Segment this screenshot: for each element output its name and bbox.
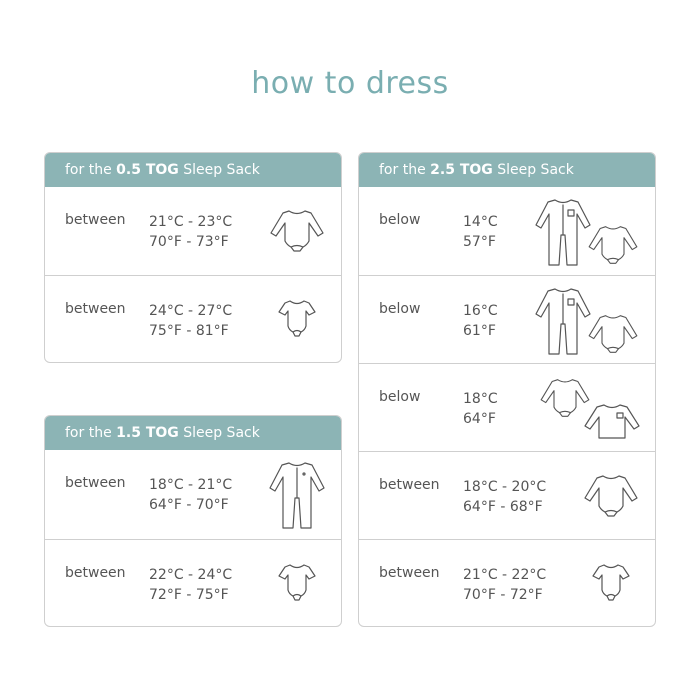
fahrenheit-range: 61°F: [463, 323, 496, 339]
footed-sleeper-icon: [267, 460, 327, 532]
temperature-range: [463, 565, 546, 605]
shortsleeve-bodysuit-icon: [591, 562, 631, 604]
temperature-range: [463, 477, 546, 517]
temperature-range: [149, 475, 232, 515]
celsius-range: 24°C - 27°C: [149, 303, 233, 319]
temperature-range: [463, 389, 498, 429]
footed-sleeper-icon: [533, 286, 593, 358]
fahrenheit-range: 57°F: [463, 234, 496, 250]
table-row: [359, 363, 655, 451]
celsius-range: 18°C - 20°C: [463, 479, 547, 495]
condition-label: between: [65, 301, 126, 317]
condition-label: between: [65, 212, 126, 228]
longsleeve-shirt-icon: [583, 402, 641, 442]
page-title: how to dress: [251, 66, 449, 101]
temperature-range: [463, 301, 498, 341]
condition-label: between: [65, 565, 126, 581]
celsius-range: 16°C: [463, 303, 498, 319]
condition-label: below: [379, 389, 421, 405]
table-row: [45, 539, 341, 627]
card-header: for the 2.5 TOG Sleep Sack: [359, 153, 655, 187]
longsleeve-bodysuit-icon: [583, 472, 639, 520]
condition-label: between: [379, 477, 440, 493]
celsius-range: 21°C - 23°C: [149, 214, 233, 230]
celsius-range: 18°C - 21°C: [149, 477, 233, 493]
table-row: [359, 451, 655, 539]
condition-label: below: [379, 212, 421, 228]
condition-label: below: [379, 301, 421, 317]
shortsleeve-bodysuit-icon: [277, 298, 317, 340]
celsius-range: 21°C - 22°C: [463, 567, 547, 583]
temperature-range: [149, 212, 232, 252]
celsius-range: 18°C: [463, 391, 498, 407]
fahrenheit-range: 64°F: [463, 411, 496, 427]
temperature-range: [149, 301, 232, 341]
longsleeve-bodysuit-icon: [585, 223, 641, 267]
card-0-5-tog: [44, 152, 342, 363]
card-header: for the 0.5 TOG Sleep Sack: [45, 153, 341, 187]
longsleeve-bodysuit-icon: [585, 312, 641, 356]
longsleeve-bodysuit-icon: [269, 207, 325, 255]
card-1-5-tog: [44, 415, 342, 627]
fahrenheit-range: 64°F - 68°F: [463, 499, 543, 515]
condition-label: between: [379, 565, 440, 581]
table-row: [359, 275, 655, 363]
celsius-range: 14°C: [463, 214, 498, 230]
table-row: [359, 187, 655, 275]
card-2-5-tog: [358, 152, 656, 627]
fahrenheit-range: 70°F - 73°F: [149, 234, 229, 250]
table-row: [45, 450, 341, 539]
fahrenheit-range: 75°F - 81°F: [149, 323, 229, 339]
temperature-range: [149, 565, 232, 605]
table-row: [45, 187, 341, 275]
temperature-range: [463, 212, 498, 252]
footed-sleeper-icon: [533, 197, 593, 269]
table-row: [45, 275, 341, 363]
fahrenheit-range: 72°F - 75°F: [149, 587, 229, 603]
condition-label: between: [65, 475, 126, 491]
card-header: for the 1.5 TOG Sleep Sack: [45, 416, 341, 450]
fahrenheit-range: 70°F - 72°F: [463, 587, 543, 603]
shortsleeve-bodysuit-icon: [277, 562, 317, 604]
celsius-range: 22°C - 24°C: [149, 567, 233, 583]
table-row: [359, 539, 655, 627]
fahrenheit-range: 64°F - 70°F: [149, 497, 229, 513]
